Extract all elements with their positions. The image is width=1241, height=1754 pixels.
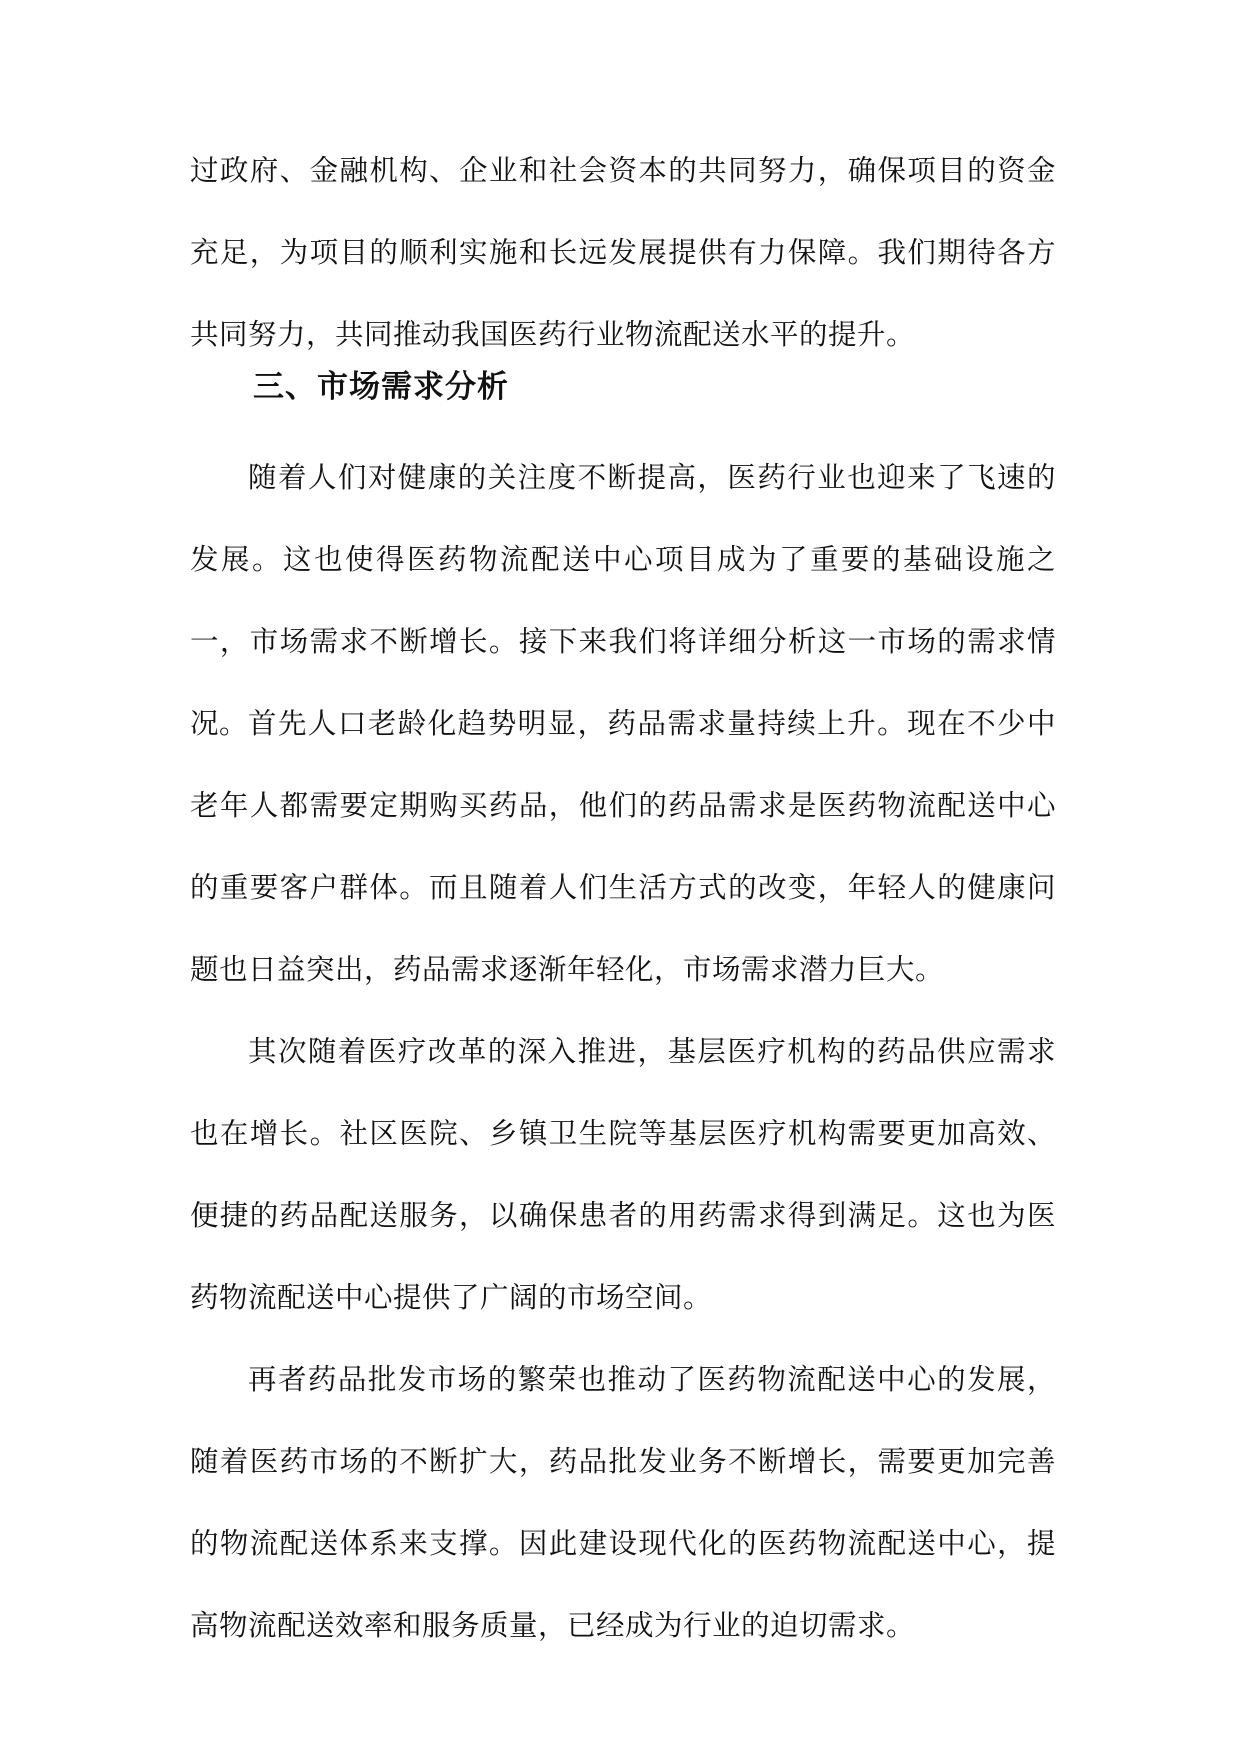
section-heading: 三、市场需求分析: [253, 369, 509, 405]
paragraph-wholesale-market: 再者药品批发市场的繁荣也推动了医药物流配送中心的发展，随着医药市场的不断扩大，药品批发业务不断增长，需要更加完善的物流配送体系来支撑。因此建设现代化的医药物流配送中心，提高物流配送效率和服务质量，已经成为行业的迫切需求。: [190, 1363, 1056, 1642]
paragraph-medical-reform: 其次随着医疗改革的深入推进，基层医疗机构的药品供应需求也在增长。社区医院、乡镇卫生院等基层医疗机构需要更加高效、便捷的药品配送服务，以确保患者的用药需求得到满足。这也为医药物流配送中心提供了广阔的市场空间。: [190, 1035, 1056, 1314]
continuation-paragraph: 过政府、金融机构、企业和社会资本的共同努力，确保项目的资金充足，为项目的顺利实施和长远发展提供有力保障。我们期待各方共同努力，共同推动我国医药行业物流配送水平的提升。: [190, 154, 1056, 351]
paragraph-aging-population: 首先人口老龄化趋势明显，药品需求量持续上升。现在不少中老年人都需要定期购买药品，他们的药品需求是医药物流配送中心的重要客户群体。而且随着人们生活方式的改变，年轻人的健康问题也日益突出，药品需求逐渐年轻化，市场需求潜力巨大。: [190, 707, 1056, 986]
paragraph-demand-growth: 随着人们对健康的关注度不断提高，医药行业也迎来了飞速的发展。这也使得医药物流配送中心项目成为了重要的基础设施之一，市场需求不断增长。接下来我们将详细分析这一市场的需求情况。: [190, 461, 1056, 740]
